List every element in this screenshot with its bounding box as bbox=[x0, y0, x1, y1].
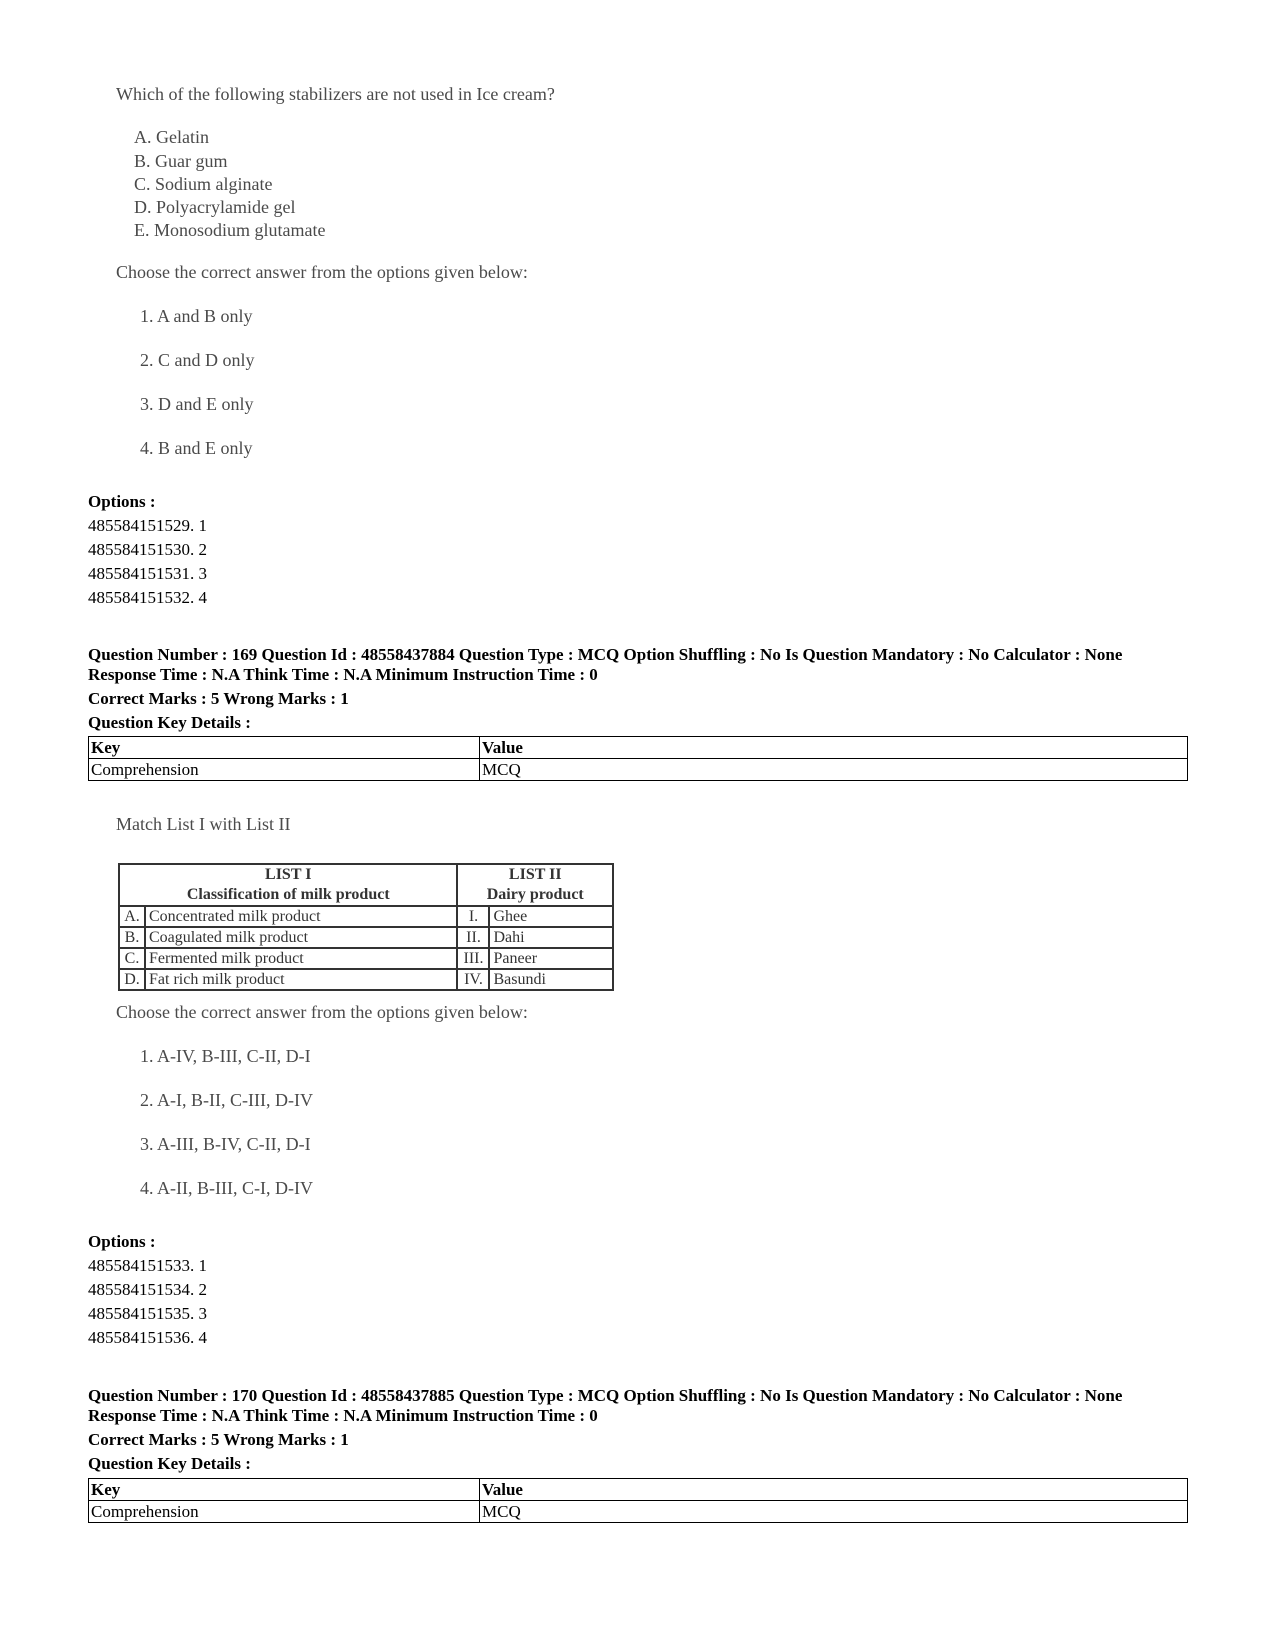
options-label: Options : bbox=[88, 1232, 156, 1251]
choice-item: 1. A and B only bbox=[140, 306, 253, 326]
list-1-header: LIST I Classification of milk product bbox=[119, 864, 457, 906]
statement-item: D. Polyacrylamide gel bbox=[134, 197, 296, 217]
option-id: 485584151535. 3 bbox=[88, 1304, 207, 1323]
option-id: 485584151532. 4 bbox=[88, 588, 207, 607]
marks-line: Correct Marks : 5 Wrong Marks : 1 bbox=[88, 689, 349, 708]
marks-line: Correct Marks : 5 Wrong Marks : 1 bbox=[88, 1430, 349, 1449]
choice-item: 4. B and E only bbox=[140, 438, 253, 458]
choice-item: 3. D and E only bbox=[140, 394, 254, 414]
choice-item: 2. C and D only bbox=[140, 350, 255, 370]
table-header-key: Key bbox=[89, 1479, 480, 1501]
table-cell-value: MCQ bbox=[480, 1501, 1188, 1523]
key-details-label: Question Key Details : bbox=[88, 713, 251, 732]
table-cell-key: Comprehension bbox=[89, 1501, 480, 1523]
question-stem: Match List I with List II bbox=[116, 814, 291, 834]
list-2-header: LIST II Dairy product bbox=[457, 864, 613, 906]
statement-item: A. Gelatin bbox=[134, 127, 209, 147]
table-header-value: Value bbox=[480, 737, 1188, 759]
key-details-table bbox=[88, 1478, 1188, 1523]
key-details-label: Question Key Details : bbox=[88, 1454, 251, 1473]
table-cell-value: MCQ bbox=[480, 759, 1188, 781]
table-header-value: Value bbox=[480, 1479, 1188, 1501]
choice-item: 1. A-IV, B-III, C-II, D-I bbox=[140, 1046, 311, 1066]
question-stem: Which of the following stabilizers are not used in Ice cream? bbox=[116, 84, 555, 104]
choice-item: 3. A-III, B-IV, C-II, D-I bbox=[140, 1134, 311, 1154]
instruction-text: Choose the correct answer from the options given below: bbox=[116, 262, 528, 282]
question-meta-line: Response Time : N.A Think Time : N.A Minimum Instruction Time : 0 bbox=[88, 1406, 598, 1425]
table-row: B. Coagulated milk product II. Dahi bbox=[119, 927, 613, 948]
question-meta-line: Question Number : 169 Question Id : 48558437884 Question Type : MCQ Option Shuffling : No Is Question Mandatory : No Calculator : None bbox=[88, 645, 1123, 664]
instruction-text: Choose the correct answer from the options given below: bbox=[116, 1002, 528, 1022]
option-id: 485584151530. 2 bbox=[88, 540, 207, 559]
option-id: 485584151536. 4 bbox=[88, 1328, 207, 1347]
statement-item: C. Sodium alginate bbox=[134, 174, 273, 194]
question-meta-line: Response Time : N.A Think Time : N.A Minimum Instruction Time : 0 bbox=[88, 665, 598, 684]
key-details-table bbox=[88, 736, 1188, 781]
table-row: D. Fat rich milk product IV. Basundi bbox=[119, 969, 613, 990]
option-id: 485584151529. 1 bbox=[88, 516, 207, 535]
table-cell-key: Comprehension bbox=[89, 759, 480, 781]
choice-item: 4. A-II, B-III, C-I, D-IV bbox=[140, 1178, 313, 1198]
option-id: 485584151533. 1 bbox=[88, 1256, 207, 1275]
statement-item: B. Guar gum bbox=[134, 151, 228, 171]
table-row: C. Fermented milk product III. Paneer bbox=[119, 948, 613, 969]
choice-item: 2. A-I, B-II, C-III, D-IV bbox=[140, 1090, 313, 1110]
match-list-table bbox=[118, 863, 614, 991]
question-meta-line: Question Number : 170 Question Id : 48558437885 Question Type : MCQ Option Shuffling : No Is Question Mandatory : No Calculator : None bbox=[88, 1386, 1123, 1405]
table-row: A. Concentrated milk product I. Ghee bbox=[119, 906, 613, 927]
options-label: Options : bbox=[88, 492, 156, 511]
statement-item: E. Monosodium glutamate bbox=[134, 220, 326, 240]
option-id: 485584151531. 3 bbox=[88, 564, 207, 583]
table-header-key: Key bbox=[89, 737, 480, 759]
option-id: 485584151534. 2 bbox=[88, 1280, 207, 1299]
